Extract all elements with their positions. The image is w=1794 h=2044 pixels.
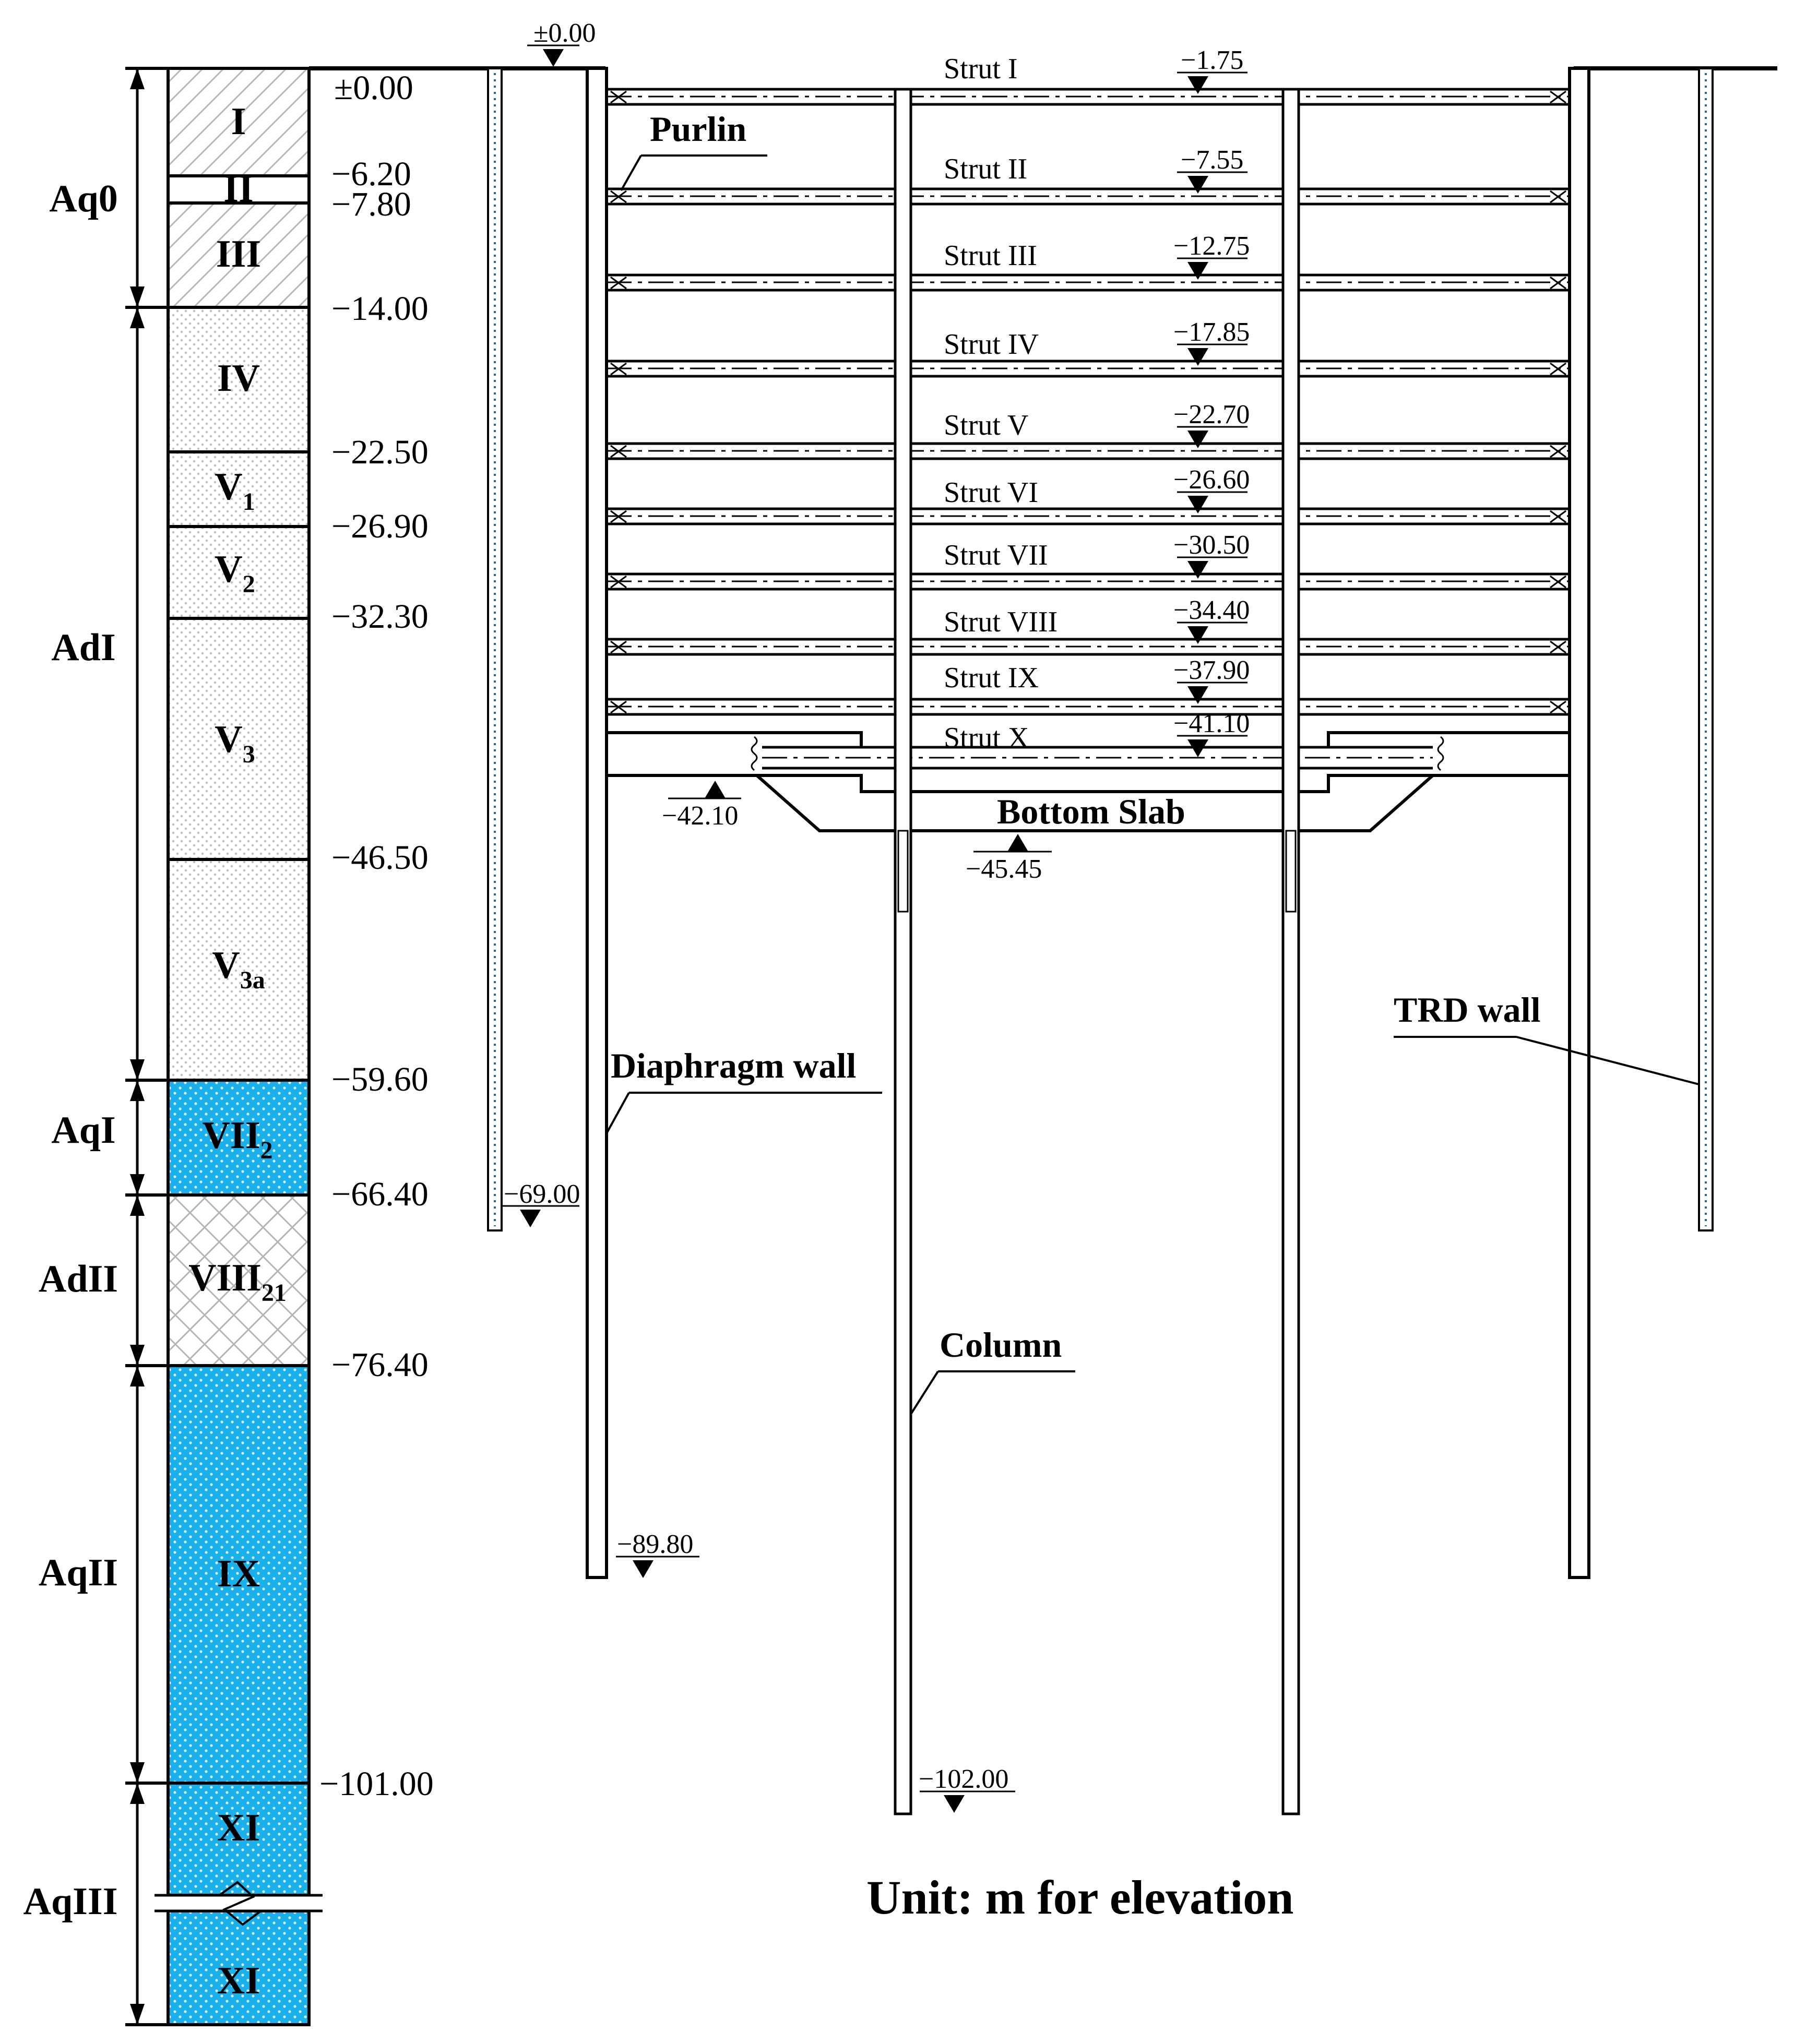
diaphragm-wall-left	[587, 68, 607, 1577]
soil-layer-label: $VII_2$	[202, 1114, 273, 1164]
strut-name-label: Strut VIII	[944, 606, 1058, 638]
strut-member	[607, 699, 1570, 714]
strut-name-label: Strut VI	[944, 476, 1038, 509]
elevation-marker	[1177, 145, 1248, 194]
trd-wall-left	[488, 68, 502, 1230]
strut-member	[607, 444, 1570, 459]
svg-text:−7.55: −7.55	[1181, 145, 1244, 175]
excavation-level-marker	[662, 781, 741, 831]
column-callout	[911, 1325, 1075, 1414]
purlin-callout	[621, 109, 767, 190]
strut-name-label: Strut IV	[944, 328, 1039, 361]
aquifer-label: AqII	[38, 1551, 118, 1594]
aquifer-label: AdII	[38, 1258, 118, 1300]
soil-layer-label: II	[223, 168, 254, 210]
strut-member	[607, 361, 1570, 376]
svg-text:TRD wall: TRD wall	[1394, 990, 1541, 1030]
soil-layer-label: IX	[217, 1552, 260, 1595]
elevation-marker	[1173, 655, 1250, 704]
layer-elevation-label: −22.50	[331, 433, 429, 471]
svg-text:−45.45: −45.45	[966, 854, 1042, 884]
strut-name-label: Strut II	[944, 153, 1028, 185]
strut-name-label: Strut X	[944, 722, 1029, 754]
svg-text:−12.75: −12.75	[1173, 231, 1250, 261]
strut-elevation-markers	[1173, 45, 1250, 757]
svg-text:Column: Column	[940, 1325, 1062, 1365]
trd-wall-right	[1699, 68, 1713, 1230]
layer-elevation-label: −46.50	[331, 839, 429, 877]
soil-layer-label: I	[231, 100, 246, 143]
layer-elevation-label: −76.40	[331, 1346, 429, 1384]
strut-member	[607, 639, 1570, 654]
ground-level-marker	[527, 18, 596, 67]
strut-name-label: Strut V	[944, 409, 1029, 441]
aquifer-label: AqI	[51, 1109, 116, 1152]
strut-labels	[944, 53, 1058, 754]
layer-elevations	[319, 69, 434, 1803]
soil-layer-label: XI	[217, 1959, 260, 2002]
svg-text:−102.00: −102.00	[919, 1764, 1009, 1794]
layer-elevation-label: −7.80	[331, 185, 411, 223]
layer-elevation-label: −26.90	[331, 507, 429, 545]
bottom-slab-label: Bottom Slab	[997, 792, 1185, 831]
layer-elevation-label: −6.20	[331, 155, 411, 193]
strut-name-label: Strut IX	[944, 662, 1039, 694]
soil-layer-label: $V_3$	[215, 718, 255, 768]
aquifer-label: AdI	[51, 626, 116, 669]
strut-system	[607, 89, 1570, 770]
layer-elevation-label: −101.00	[319, 1765, 434, 1803]
svg-text:Diaphragm wall: Diaphragm wall	[611, 1046, 857, 1085]
diaphragm-wall-callout	[607, 1046, 882, 1133]
elevation-marker	[1173, 530, 1250, 579]
svg-text:−1.75: −1.75	[1181, 45, 1244, 75]
layer-elevation-label: −59.60	[331, 1060, 429, 1098]
elevation-marker	[1173, 231, 1250, 280]
svg-text:−89.80: −89.80	[617, 1529, 694, 1559]
elevation-marker	[1173, 465, 1250, 513]
strut-name-label: Strut I	[944, 53, 1018, 85]
strut-member	[607, 189, 1570, 204]
trd-wall-callout	[1394, 990, 1699, 1084]
strut-member	[607, 509, 1570, 524]
elevation-marker	[1177, 45, 1248, 94]
diaphragm-wall-right	[1570, 68, 1589, 1577]
strut-member	[752, 737, 1443, 770]
layer-elevation-label: −66.40	[331, 1175, 429, 1213]
strut-member	[607, 574, 1570, 589]
svg-text:−26.60: −26.60	[1173, 465, 1250, 495]
svg-text:−22.70: −22.70	[1173, 400, 1250, 429]
strut-member	[607, 89, 1570, 104]
soil-layer-label: III	[216, 233, 262, 276]
soil-layer-label: $V_2$	[215, 548, 255, 598]
svg-text:−37.90: −37.90	[1173, 655, 1250, 685]
elevation-marker	[1173, 595, 1250, 644]
svg-text:±0.00: ±0.00	[533, 18, 596, 48]
soil-layer-label: $VIII_{21}$	[188, 1257, 287, 1307]
svg-text:−41.10: −41.10	[1173, 709, 1250, 738]
soil-layer-label: XI	[217, 1807, 260, 1849]
soil-layer-label: $V_1$	[215, 465, 255, 516]
bottom-slab-level-marker	[966, 834, 1052, 884]
aquifer-label: AqIII	[23, 1880, 118, 1923]
diaphragm-wall-bottom-marker	[616, 1529, 699, 1578]
column-right	[1283, 89, 1299, 1814]
svg-text:−17.85: −17.85	[1173, 317, 1250, 347]
strut-name-label: Strut VII	[944, 539, 1048, 571]
svg-text:−30.50: −30.50	[1173, 530, 1250, 560]
layer-elevation-label: −32.30	[331, 597, 429, 636]
svg-text:−34.40: −34.40	[1173, 595, 1250, 625]
layer-elevation-label: −14.00	[331, 290, 429, 328]
soil-column	[155, 68, 324, 2025]
svg-text:Purlin: Purlin	[650, 109, 747, 149]
aquifer-dimension-lines	[125, 68, 172, 2025]
elevation-marker	[1173, 709, 1250, 757]
elevation-marker	[1173, 400, 1250, 448]
soil-layer-label: $V_{3a}$	[212, 944, 265, 994]
aquifer-label: Aq0	[49, 177, 118, 220]
trd-wall-bottom-marker	[502, 1179, 580, 1227]
strut-member	[607, 275, 1570, 290]
layer-elevation-label: ±0.00	[334, 69, 413, 107]
elevation-marker	[1173, 317, 1250, 366]
unit-note: Unit: m for elevation	[866, 1871, 1294, 1924]
svg-text:−69.00: −69.00	[504, 1179, 580, 1209]
svg-text:−42.10: −42.10	[662, 801, 739, 831]
column-left	[895, 89, 911, 1814]
strut-name-label: Strut III	[944, 240, 1037, 272]
soil-layer-label: IV	[217, 357, 260, 400]
column-bottom-marker	[919, 1764, 1015, 1813]
aquifer-labels	[23, 177, 118, 1923]
